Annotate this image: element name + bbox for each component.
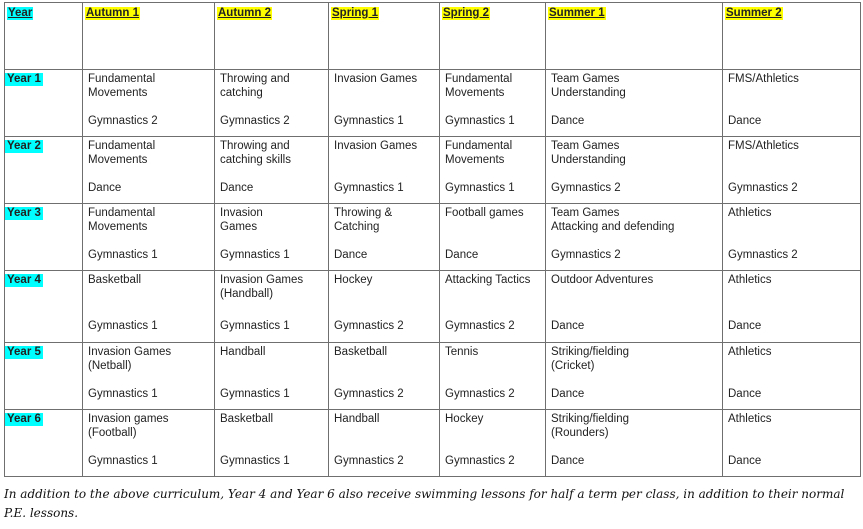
year-label: Year 5 (7, 346, 41, 358)
term-activity: FMS/Athletics (728, 73, 799, 85)
term-activity: Team Games Understanding (551, 73, 626, 99)
secondary-activity: Gymnastics 2 (334, 388, 404, 400)
term-activity: Football games (445, 207, 524, 219)
secondary-activity: Dance (334, 249, 368, 261)
secondary-activity: Dance (551, 388, 585, 400)
activity-cell (329, 271, 440, 343)
term-activity: Outdoor Adventures (551, 274, 654, 286)
term-activity: Athletics (728, 346, 772, 358)
activity-cell (83, 70, 215, 137)
activity-cell (546, 137, 723, 204)
secondary-activity: Gymnastics 2 (728, 182, 798, 194)
secondary-activity: Gymnastics 2 (220, 115, 290, 127)
secondary-activity: Gymnastics 1 (334, 115, 404, 127)
term-activity: Handball (220, 346, 266, 358)
term-activity: Striking/fielding (Rounders) (551, 413, 629, 439)
term-activity: Invasion Games (334, 140, 418, 152)
year-label: Year 1 (7, 73, 41, 85)
secondary-activity: Gymnastics 1 (334, 182, 404, 194)
term-activity: Basketball (334, 346, 388, 358)
secondary-activity: Gymnastics 2 (334, 320, 404, 332)
table-row (5, 204, 861, 271)
activity-cell (215, 137, 329, 204)
secondary-activity: Gymnastics 2 (445, 455, 515, 467)
secondary-activity: Dance (551, 320, 585, 332)
activity-cell (546, 410, 723, 477)
secondary-activity: Gymnastics 1 (445, 115, 515, 127)
activity-cell (329, 70, 440, 137)
activity-cell (329, 204, 440, 271)
secondary-activity: Gymnastics 1 (220, 249, 290, 261)
activity-cell (723, 410, 861, 477)
secondary-activity: Gymnastics 1 (88, 455, 158, 467)
activity-cell (440, 410, 546, 477)
activity-cell (440, 271, 546, 343)
header-autumn-2 (215, 3, 329, 70)
term-activity: Fundamental Movements (88, 140, 156, 166)
activity-cell (83, 137, 215, 204)
activity-cell (440, 204, 546, 271)
secondary-activity: Dance (551, 115, 585, 127)
term-activity: Tennis (445, 346, 479, 358)
secondary-activity: Gymnastics 1 (88, 320, 158, 332)
secondary-activity: Dance (445, 249, 479, 261)
term-activity: Fundamental Movements (88, 207, 156, 233)
secondary-activity: Dance (220, 182, 254, 194)
year-label: Year 4 (7, 274, 41, 286)
activity-cell (83, 271, 215, 343)
secondary-activity: Gymnastics 1 (445, 182, 515, 194)
header-label: Year (8, 7, 33, 19)
term-activity: Invasion Games (334, 73, 418, 85)
secondary-activity: Dance (728, 455, 762, 467)
activity-cell (723, 343, 861, 410)
term-activity: Striking/fielding (Cricket) (551, 346, 629, 372)
activity-cell (546, 271, 723, 343)
year-cell (5, 343, 83, 410)
pe-curriculum-table (4, 2, 861, 477)
activity-cell (723, 204, 861, 271)
term-activity: Fundamental Movements (445, 140, 513, 166)
secondary-activity: Gymnastics 1 (220, 320, 290, 332)
activity-cell (329, 410, 440, 477)
header-spring-2 (440, 3, 546, 70)
secondary-activity: Dance (728, 388, 762, 400)
secondary-activity: Dance (728, 320, 762, 332)
activity-cell (440, 70, 546, 137)
term-activity: FMS/Athletics (728, 140, 799, 152)
secondary-activity: Gymnastics 2 (551, 182, 621, 194)
secondary-activity: Gymnastics 2 (551, 249, 621, 261)
secondary-activity: Dance (88, 182, 122, 194)
header-row (5, 3, 861, 70)
term-activity: Fundamental Movements (88, 73, 156, 99)
term-activity: Invasion Games (220, 207, 263, 233)
year-label: Year 3 (7, 207, 41, 219)
term-activity: Attacking Tactics (445, 274, 531, 286)
activity-cell (215, 271, 329, 343)
activity-cell (440, 137, 546, 204)
secondary-activity: Gymnastics 1 (220, 388, 290, 400)
activity-cell (329, 137, 440, 204)
swimming-note: In addition to the above curriculum, Year 4 and Year 6 also receive swimming lessons for half a term per class, in addition to their normal P.E. lessons. (4, 487, 845, 520)
term-activity: Athletics (728, 274, 772, 286)
header-label: Spring 1 (332, 7, 379, 19)
year-cell (5, 410, 83, 477)
year-cell (5, 70, 83, 137)
activity-cell (329, 343, 440, 410)
year-label: Year 2 (7, 140, 41, 152)
activity-cell (546, 204, 723, 271)
table-row (5, 271, 861, 343)
term-activity: Basketball (220, 413, 274, 425)
header-year (5, 3, 83, 70)
year-cell (5, 271, 83, 343)
secondary-activity: Gymnastics 1 (220, 455, 290, 467)
term-activity: Fundamental Movements (445, 73, 513, 99)
header-label: Summer 2 (726, 7, 782, 19)
activity-cell (440, 343, 546, 410)
table-row (5, 410, 861, 477)
term-activity: Athletics (728, 413, 772, 425)
secondary-activity: Gymnastics 2 (728, 249, 798, 261)
activity-cell (83, 204, 215, 271)
term-activity: Handball (334, 413, 380, 425)
secondary-activity: Gymnastics 1 (88, 388, 158, 400)
activity-cell (546, 70, 723, 137)
header-autumn-1 (83, 3, 215, 70)
year-cell (5, 204, 83, 271)
activity-cell (215, 204, 329, 271)
activity-cell (723, 70, 861, 137)
term-activity: Team Games Attacking and defending (551, 207, 675, 233)
term-activity: Invasion Games (Handball) (220, 274, 304, 300)
term-activity: Throwing and catching (220, 73, 290, 99)
term-activity: Invasion games (Football) (88, 413, 169, 439)
header-label: Spring 2 (443, 7, 490, 19)
table-row (5, 137, 861, 204)
secondary-activity: Gymnastics 2 (445, 388, 515, 400)
header-label: Autumn 2 (218, 7, 272, 19)
year-label: Year 6 (7, 413, 41, 425)
activity-cell (723, 137, 861, 204)
secondary-activity: Gymnastics 1 (88, 249, 158, 261)
term-activity: Hockey (445, 413, 484, 425)
activity-cell (215, 410, 329, 477)
term-activity: Team Games Understanding (551, 140, 626, 166)
term-activity: Invasion Games (Netball) (88, 346, 172, 372)
activity-cell (546, 343, 723, 410)
activity-cell (723, 271, 861, 343)
term-activity: Throwing & Catching (334, 207, 393, 233)
header-label: Summer 1 (549, 7, 605, 19)
header-spring-1 (329, 3, 440, 70)
secondary-activity: Gymnastics 2 (334, 455, 404, 467)
term-activity: Athletics (728, 207, 772, 219)
activity-cell (215, 343, 329, 410)
term-activity: Hockey (334, 274, 373, 286)
table-row (5, 70, 861, 137)
header-label: Autumn 1 (86, 7, 140, 19)
secondary-activity: Gymnastics 2 (445, 320, 515, 332)
activity-cell (83, 410, 215, 477)
secondary-activity: Dance (728, 115, 762, 127)
secondary-activity: Dance (551, 455, 585, 467)
year-cell (5, 137, 83, 204)
term-activity: Throwing and catching skills (220, 140, 291, 166)
table-row (5, 343, 861, 410)
term-activity: Basketball (88, 274, 142, 286)
header-summer-1 (546, 3, 723, 70)
header-summer-2 (723, 3, 861, 70)
activity-cell (83, 343, 215, 410)
activity-cell (215, 70, 329, 137)
secondary-activity: Gymnastics 2 (88, 115, 158, 127)
